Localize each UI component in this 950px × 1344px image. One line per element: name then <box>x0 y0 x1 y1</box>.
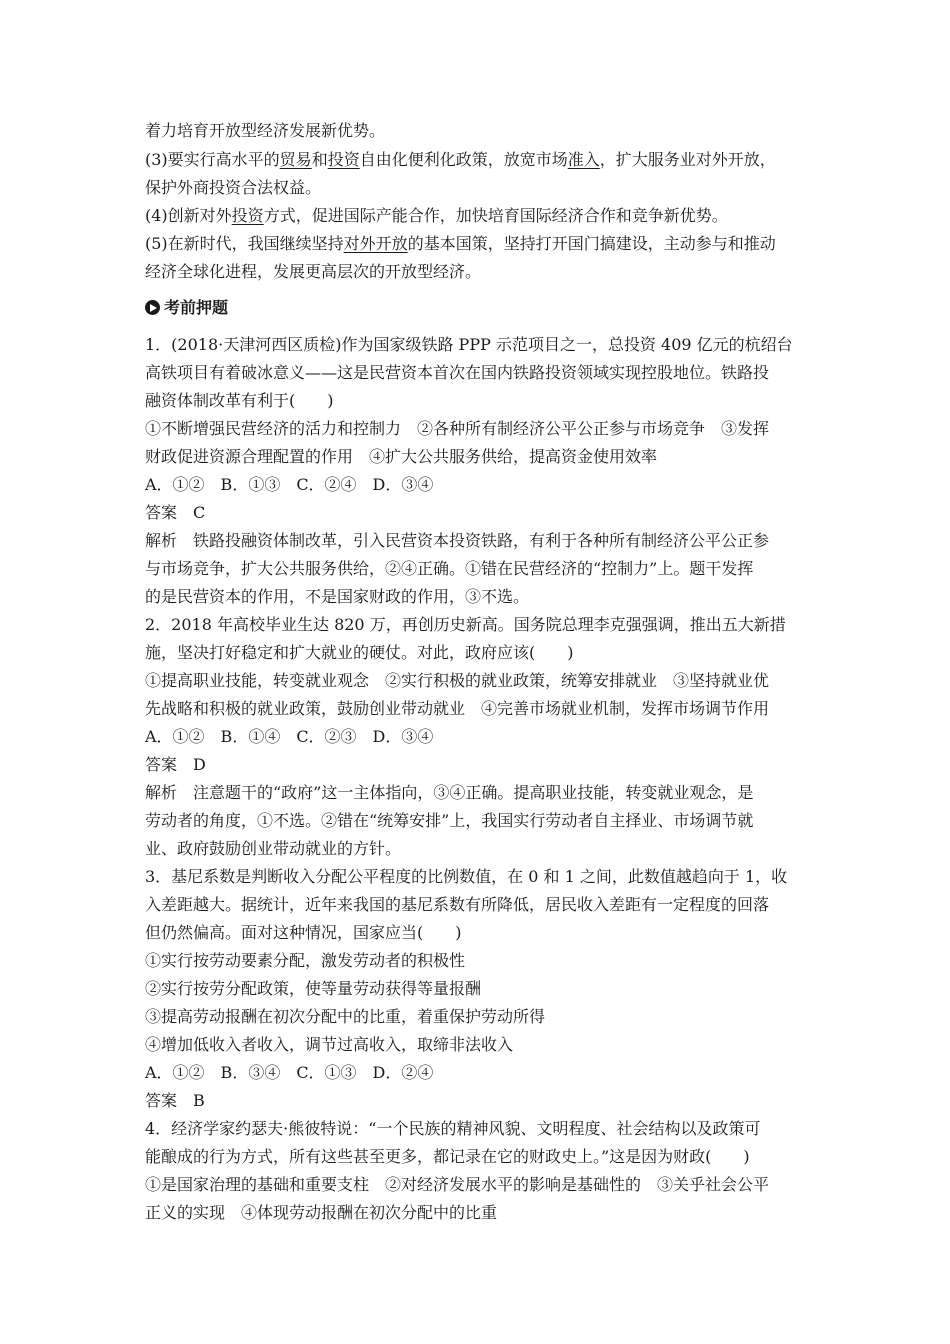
q2-analysis-line-1: 解析 注意题干的“政府”这一主体指向，③④正确。提高职业技能，转变就业观念，是 <box>145 783 754 802</box>
q1-stem-line-2: 高铁项目有着破冰意义——这是民营资本首次在国内铁路投资领域实现控股地位。铁路投 <box>145 363 770 382</box>
underlined-keyword: 投资 <box>327 150 360 169</box>
text-span: (3)要实行高水平的 <box>145 150 280 169</box>
text-span: (4)创新对外 <box>145 206 232 225</box>
q2-answer: 答案 D <box>145 755 206 774</box>
underlined-keyword: 准入 <box>567 150 600 169</box>
q2-stem-line-2: 施，坚决打好稳定和扩大就业的硬仗。对此，政府应该( ) <box>145 643 574 662</box>
point-3-line-2: 保护外商投资合法权益。 <box>145 178 322 197</box>
text-line: 着力培育开放型经济发展新优势。 <box>145 121 386 140</box>
q1-analysis-line-1: 解析 铁路投融资体制改革，引入民营资本投资铁路，有利于各种所有制经济公平公正参 <box>145 531 770 550</box>
q3-choices: A．①② B．③④ C．①③ D．②④ <box>145 1063 434 1082</box>
section-title: 考前押题 <box>164 298 229 317</box>
q3-option-4: ④增加低收入者收入，调节过高收入，取缔非法收入 <box>145 1035 514 1054</box>
q2-choices: A．①② B．①④ C．②③ D．③④ <box>145 727 434 746</box>
q3-stem-line-3: 但仍然偏高。面对这种情况，国家应当( ) <box>145 923 462 942</box>
q2-stem-line-1: 2．2018 年高校毕业生达 820 万，再创历史新高。国务院总理李克强强调，推出五大新措 <box>145 615 786 634</box>
q1-analysis-line-3: 的是民营资本的作用，不是国家财政的作用，③不选。 <box>145 587 530 606</box>
q3-answer: 答案 B <box>145 1091 205 1110</box>
q1-options-line-1: ①不断增强民营经济的活力和控制力 ②各种所有制经济公平公正参与市场竞争 ③发挥 <box>145 419 770 438</box>
text-span: 方式，促进国际产能合作，加快培育国际经济合作和竞争新优势。 <box>263 206 728 225</box>
q1-choices: A．①② B．①③ C．②④ D．③④ <box>145 475 434 494</box>
q2-options-line-1: ①提高职业技能，转变就业观念 ②实行积极的就业政策，统筹安排就业 ③坚持就业优 <box>145 671 770 690</box>
q4-options-line-2: 正义的实现 ④体现劳动报酬在初次分配中的比重 <box>145 1203 498 1222</box>
point-3-line-1 <box>145 150 776 170</box>
q2-analysis-line-3: 业、政府鼓励创业带动就业的方针。 <box>145 839 402 858</box>
q3-option-3: ③提高劳动报酬在初次分配中的比重，着重保护劳动所得 <box>145 1007 546 1026</box>
text-span: (5)在新时代，我国继续坚持 <box>145 234 344 253</box>
q2-options-line-2: 先战略和积极的就业政策，鼓励创业带动就业 ④完善市场就业机制，发挥市场调节作用 <box>145 699 770 718</box>
q1-analysis-line-2: 与市场竞争，扩大公共服务供给，②④正确。①错在民营经济的“控制力”上。题干发挥 <box>145 559 754 578</box>
q3-stem-line-2: 入差距越大。据统计，近年来我国的基尼系数有所降低，居民收入差距有一定程度的回落 <box>145 895 770 914</box>
q1-options-line-2: 财政促进资源合理配置的作用 ④扩大公共服务供给，提高资金使用效率 <box>145 447 658 466</box>
text-span: 自由化便利化政策，放宽市场 <box>359 150 568 169</box>
q3-option-2: ②实行按劳分配政策，使等量劳动获得等量报酬 <box>145 979 482 998</box>
q1-stem-line-3: 融资体制改革有利于( ) <box>145 391 334 410</box>
point-5-line-2: 经济全球化进程，发展更高层次的开放型经济。 <box>145 262 482 281</box>
underlined-keyword: 投资 <box>231 206 264 225</box>
q4-options-line-1: ①是国家治理的基础和重要支柱 ②对经济发展水平的影响是基础性的 ③关乎社会公平 <box>145 1175 770 1194</box>
q3-option-1: ①实行按劳动要素分配，激发劳动者的积极性 <box>145 951 466 970</box>
point-5-line-1 <box>145 234 776 254</box>
underlined-keyword: 贸易 <box>279 150 312 169</box>
text-span: ，扩大服务业对外开放， <box>599 150 776 169</box>
text-span: 的基本国策，坚持打开国门搞建设，主动参与和推动 <box>407 234 776 253</box>
text-span: 和 <box>311 150 328 169</box>
play-circle-icon <box>145 300 160 315</box>
q1-answer: 答案 C <box>145 503 206 522</box>
q1-stem-line-1: 1．(2018·天津河西区质检)作为国家级铁路 PPP 示范项目之一，总投资 409 亿元的杭绍台 <box>145 335 793 354</box>
point-4-line <box>145 206 728 226</box>
q2-analysis-line-2: 劳动者的角度，①不选。②错在“统筹安排”上，我国实行劳动者自主择业、市场调节就 <box>145 811 754 830</box>
q3-stem-line-1: 3．基尼系数是判断收入分配公平程度的比例数值，在 0 和 1 之间，此数值越趋向于 1，收 <box>145 867 788 886</box>
underlined-keyword: 对外开放 <box>343 234 408 253</box>
section-heading <box>145 298 228 318</box>
q4-stem-line-1: 4．经济学家约瑟夫·熊彼特说：“一个民族的精神风貌、文明程度、社会结构以及政策可 <box>145 1119 761 1138</box>
q4-stem-line-2: 能酿成的行为方式，所有这些甚至更多，都记录在它的财政史上。”这是因为财政( ) <box>145 1147 750 1166</box>
